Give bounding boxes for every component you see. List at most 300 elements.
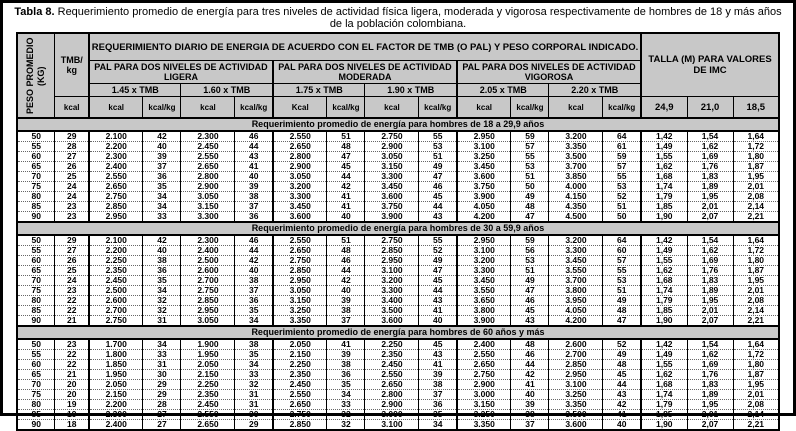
cell: 3.100 xyxy=(365,420,419,431)
cell: 2.550 xyxy=(181,410,235,420)
cell: 19 xyxy=(55,400,89,410)
cell: 3.500 xyxy=(365,306,419,316)
cell: 38 xyxy=(419,380,457,390)
cell: 2.750 xyxy=(181,286,235,296)
cell: 3.550 xyxy=(549,266,603,276)
cell: 3.350 xyxy=(549,142,603,152)
cell: 48 xyxy=(603,360,641,370)
cell: 39 xyxy=(511,400,549,410)
cell: 1,95 xyxy=(687,296,733,306)
cell: 46 xyxy=(327,256,365,266)
pal-factor-header: 1.90 x TMB xyxy=(365,84,457,97)
cell: 38 xyxy=(235,192,273,202)
cell: 2.650 xyxy=(273,246,327,256)
section-header: Requerimiento promedio de energía para hombres de 30 a 59,9 años xyxy=(17,222,779,235)
cell: 46 xyxy=(235,131,273,142)
cell: 27 xyxy=(55,152,89,162)
unit-label: Kcal xyxy=(273,97,327,119)
cell: 2.750 xyxy=(89,192,143,202)
cell: 34 xyxy=(143,192,181,202)
cell: 3.150 xyxy=(457,400,511,410)
cell: 55 xyxy=(17,142,55,152)
cell: 2.750 xyxy=(273,410,327,420)
cell: 47 xyxy=(419,172,457,182)
cell: 4.050 xyxy=(457,202,511,212)
cell: 2.750 xyxy=(273,256,327,266)
cell: 36 xyxy=(143,172,181,182)
cell: 3.500 xyxy=(549,152,603,162)
cell: 1,55 xyxy=(641,256,687,266)
cell: 2.950 xyxy=(457,235,511,246)
cell: 45 xyxy=(603,370,641,380)
section-header: Requerimiento promedio de energía para hombres de 18 a 29,9 años xyxy=(17,118,779,131)
cell: 40 xyxy=(235,172,273,182)
table-row xyxy=(17,172,779,182)
cell: 2.350 xyxy=(181,390,235,400)
cell: 1,72 xyxy=(733,350,779,360)
cell: 49 xyxy=(603,350,641,360)
cell: 3.350 xyxy=(457,420,511,431)
cell: 3.750 xyxy=(365,202,419,212)
cell: 41 xyxy=(327,202,365,212)
cell: 50 xyxy=(17,339,55,350)
cell: 29 xyxy=(55,131,89,142)
cell: 48 xyxy=(511,202,549,212)
table-row xyxy=(17,410,779,420)
cell: 41 xyxy=(419,360,457,370)
cell: 2.350 xyxy=(89,266,143,276)
cell: 2,14 xyxy=(733,202,779,212)
cell: 43 xyxy=(235,152,273,162)
cell: 1,85 xyxy=(641,306,687,316)
cell: 1,49 xyxy=(641,246,687,256)
cell: 26 xyxy=(55,256,89,266)
cell: 36 xyxy=(419,400,457,410)
cell: 3.550 xyxy=(457,286,511,296)
cell: 3.650 xyxy=(457,296,511,306)
cell: 55 xyxy=(419,131,457,142)
cell: 65 xyxy=(17,370,55,380)
energy-requirements-table xyxy=(16,32,780,431)
section-header: Requerimiento promedio de energía para hombres de 60 años y más xyxy=(17,326,779,339)
cell: 1,89 xyxy=(687,182,733,192)
cell: 1,68 xyxy=(641,276,687,286)
cell: 43 xyxy=(419,350,457,360)
cell: 49 xyxy=(419,256,457,266)
cell: 2.200 xyxy=(89,400,143,410)
cell: 35 xyxy=(419,410,457,420)
cell: 1,68 xyxy=(641,172,687,182)
cell: 24 xyxy=(55,192,89,202)
cell: 3.150 xyxy=(365,162,419,172)
cell: 51 xyxy=(511,172,549,182)
cell: 3.900 xyxy=(457,316,511,327)
table-row xyxy=(17,192,779,202)
cell: 3.300 xyxy=(365,172,419,182)
cell: 3.300 xyxy=(273,192,327,202)
cell: 2.750 xyxy=(457,370,511,380)
table-row xyxy=(17,306,779,316)
cell: 2.500 xyxy=(181,256,235,266)
cell: 34 xyxy=(235,316,273,327)
cell: 1,80 xyxy=(733,152,779,162)
cell: 85 xyxy=(17,410,55,420)
cell: 1,62 xyxy=(641,162,687,172)
cell: 25 xyxy=(55,266,89,276)
cell: 2,01 xyxy=(687,410,733,420)
cell: 1,87 xyxy=(733,266,779,276)
cell: 1,95 xyxy=(687,400,733,410)
cell: 1,42 xyxy=(641,235,687,246)
cell: 2,21 xyxy=(733,316,779,327)
cell: 31 xyxy=(143,360,181,370)
cell: 3.450 xyxy=(273,202,327,212)
cell: 35 xyxy=(327,380,365,390)
cell: 4.350 xyxy=(549,202,603,212)
cell: 1,69 xyxy=(687,256,733,266)
cell: 1,95 xyxy=(733,276,779,286)
cell: 44 xyxy=(327,172,365,182)
cell: 1,64 xyxy=(733,339,779,350)
cell: 2.700 xyxy=(89,306,143,316)
cell: 3.050 xyxy=(365,152,419,162)
cell: 1,80 xyxy=(733,360,779,370)
cell: 45 xyxy=(419,192,457,202)
cell: 1,72 xyxy=(733,246,779,256)
cell: 23 xyxy=(55,339,89,350)
table-row xyxy=(17,202,779,212)
activity-group-header: PAL PARA DOS NIVELES DE ACTIVIDAD VIGOROSA xyxy=(457,61,641,84)
cell: 57 xyxy=(511,142,549,152)
cell: 55 xyxy=(17,246,55,256)
cell: 51 xyxy=(603,202,641,212)
cell: 2,14 xyxy=(733,306,779,316)
cell: 2.400 xyxy=(181,246,235,256)
cell: 2.700 xyxy=(549,350,603,360)
table-row xyxy=(17,420,779,431)
cell: 3.850 xyxy=(549,172,603,182)
pal-factor-header: 2.20 x TMB xyxy=(549,84,641,97)
cell: 52 xyxy=(419,246,457,256)
cell: 20 xyxy=(55,390,89,400)
cell: 61 xyxy=(603,142,641,152)
unit-label: kcal/kg xyxy=(511,97,549,119)
table-row xyxy=(17,380,779,390)
cell: 3.500 xyxy=(549,410,603,420)
cell: 80 xyxy=(17,296,55,306)
cell: 2.400 xyxy=(89,420,143,431)
cell: 1,42 xyxy=(641,131,687,142)
cell: 2.950 xyxy=(89,212,143,223)
cell: 36 xyxy=(235,212,273,223)
cell: 75 xyxy=(17,286,55,296)
cell: 44 xyxy=(235,142,273,152)
unit-label: kcal xyxy=(89,97,143,119)
cell: 2.250 xyxy=(365,339,419,350)
cell: 2.050 xyxy=(181,360,235,370)
cell: 2,07 xyxy=(687,316,733,327)
cell: 1.800 xyxy=(89,350,143,360)
cell: 3.950 xyxy=(549,296,603,306)
cell: 22 xyxy=(55,360,89,370)
table-row xyxy=(17,360,779,370)
cell: 3.600 xyxy=(365,316,419,327)
cell: 28 xyxy=(55,142,89,152)
cell: 3.300 xyxy=(549,246,603,256)
cell: 2,07 xyxy=(687,420,733,431)
cell: 2,08 xyxy=(733,296,779,306)
cell: 2,01 xyxy=(733,390,779,400)
cell: 3.100 xyxy=(365,266,419,276)
cell: 1,85 xyxy=(641,410,687,420)
cell: 2.950 xyxy=(457,131,511,142)
cell: 32 xyxy=(143,296,181,306)
cell: 35 xyxy=(143,276,181,286)
cell: 36 xyxy=(143,266,181,276)
cell: 1,90 xyxy=(641,212,687,223)
table-row xyxy=(17,182,779,192)
cell: 1,87 xyxy=(733,162,779,172)
cell: 2.550 xyxy=(365,370,419,380)
table-row xyxy=(17,400,779,410)
cell: 37 xyxy=(235,202,273,212)
cell: 3.100 xyxy=(457,246,511,256)
cell: 1,62 xyxy=(687,142,733,152)
cell: 32 xyxy=(327,420,365,431)
cell: 1,69 xyxy=(687,152,733,162)
cell: 65 xyxy=(17,266,55,276)
tmb-kg-header: TMB/ kg xyxy=(55,33,89,97)
cell: 38 xyxy=(235,339,273,350)
cell: 40 xyxy=(235,266,273,276)
cell: 44 xyxy=(327,266,365,276)
cell: 1,83 xyxy=(687,276,733,286)
cell: 1,90 xyxy=(641,420,687,431)
cell: 1,62 xyxy=(687,350,733,360)
cell: 3.600 xyxy=(273,212,327,223)
cell: 1,87 xyxy=(733,370,779,380)
cell: 2.900 xyxy=(365,400,419,410)
cell: 3.800 xyxy=(457,306,511,316)
cell: 2.150 xyxy=(273,350,327,360)
cell: 39 xyxy=(327,350,365,360)
cell: 1,54 xyxy=(687,235,733,246)
cell: 40 xyxy=(143,246,181,256)
cell: 1.700 xyxy=(89,339,143,350)
cell: 48 xyxy=(603,306,641,316)
cell: 1,64 xyxy=(733,235,779,246)
imc-value: 21,0 xyxy=(687,97,733,119)
cell: 1,74 xyxy=(641,286,687,296)
table-row xyxy=(17,296,779,306)
cell: 3.150 xyxy=(181,202,235,212)
cell: 2,01 xyxy=(733,182,779,192)
cell: 1,89 xyxy=(687,390,733,400)
cell: 1.950 xyxy=(89,370,143,380)
cell: 1,69 xyxy=(687,360,733,370)
cell: 3.050 xyxy=(181,192,235,202)
cell: 3.050 xyxy=(181,316,235,327)
cell: 2,01 xyxy=(687,202,733,212)
cell: 2.150 xyxy=(89,390,143,400)
cell: 40 xyxy=(603,420,641,431)
cell: 3.200 xyxy=(549,131,603,142)
cell: 2,01 xyxy=(687,306,733,316)
cell: 2.850 xyxy=(89,202,143,212)
table-row xyxy=(17,212,779,223)
cell: 3.050 xyxy=(273,286,327,296)
cell: 21 xyxy=(55,316,89,327)
cell: 2.400 xyxy=(89,162,143,172)
unit-label: kcal xyxy=(457,97,511,119)
cell: 49 xyxy=(419,162,457,172)
cell: 2.250 xyxy=(181,380,235,390)
cell: 56 xyxy=(511,246,549,256)
cell: 2.750 xyxy=(365,131,419,142)
cell: 55 xyxy=(603,172,641,182)
cell: 2.800 xyxy=(273,152,327,162)
cell: 48 xyxy=(511,339,549,350)
table-row xyxy=(17,131,779,142)
table-caption: Requerimiento promedio de energía para tres niveles de actividad física ligera, moderada y vigorosa respectivamente de hombres de 18 y más años de la población colombiana. xyxy=(57,6,782,30)
unit-label: kcal/kg xyxy=(603,97,641,119)
cell: 2,14 xyxy=(733,410,779,420)
cell: 35 xyxy=(143,182,181,192)
cell: 3.600 xyxy=(549,420,603,431)
cell: 45 xyxy=(419,276,457,286)
table-row xyxy=(17,235,779,246)
cell: 2.200 xyxy=(89,142,143,152)
cell: 2.950 xyxy=(549,370,603,380)
cell: 70 xyxy=(17,380,55,390)
table-row xyxy=(17,370,779,380)
cell: 22 xyxy=(55,350,89,360)
cell: 3.450 xyxy=(365,182,419,192)
cell: 39 xyxy=(235,182,273,192)
cell: 47 xyxy=(419,266,457,276)
cell: 39 xyxy=(327,296,365,306)
cell: 3.200 xyxy=(273,182,327,192)
cell: 40 xyxy=(143,142,181,152)
cell: 41 xyxy=(603,410,641,420)
cell: 2.750 xyxy=(365,235,419,246)
cell: 2.600 xyxy=(181,266,235,276)
cell: 30 xyxy=(143,370,181,380)
cell: 31 xyxy=(235,400,273,410)
cell: 1,76 xyxy=(687,266,733,276)
cell: 4.150 xyxy=(549,192,603,202)
cell: 3.200 xyxy=(549,235,603,246)
cell: 40 xyxy=(327,212,365,223)
cell: 43 xyxy=(511,316,549,327)
cell: 46 xyxy=(419,182,457,192)
cell: 2,21 xyxy=(733,420,779,431)
cell: 3.700 xyxy=(549,162,603,172)
cell: 43 xyxy=(419,212,457,223)
cell: 52 xyxy=(603,192,641,202)
cell: 29 xyxy=(235,420,273,431)
table-row xyxy=(17,266,779,276)
cell: 1,72 xyxy=(733,142,779,152)
cell: 2.300 xyxy=(181,131,235,142)
cell: 1,79 xyxy=(641,400,687,410)
peso-promedio-label: PESO PROMEDIO (KG) xyxy=(25,37,47,114)
cell: 42 xyxy=(603,400,641,410)
pal-factor-header: 2.05 x TMB xyxy=(457,84,549,97)
cell: 34 xyxy=(327,390,365,400)
pal-factor-header: 1.45 x TMB xyxy=(89,84,181,97)
cell: 37 xyxy=(143,162,181,172)
units-row xyxy=(17,97,779,119)
cell: 2.550 xyxy=(273,390,327,400)
cell: 45 xyxy=(419,339,457,350)
cell: 44 xyxy=(419,286,457,296)
cell: 41 xyxy=(327,339,365,350)
cell: 3.800 xyxy=(549,286,603,296)
cell: 2.900 xyxy=(181,182,235,192)
cell: 2.700 xyxy=(181,276,235,286)
cell: 2.850 xyxy=(273,266,327,276)
tmb-unit-cell: kcal xyxy=(55,97,89,119)
cell: 59 xyxy=(603,152,641,162)
cell: 1.950 xyxy=(181,350,235,360)
cell: 64 xyxy=(603,235,641,246)
cell: 2,01 xyxy=(733,286,779,296)
cell: 2.550 xyxy=(273,235,327,246)
cell: 19 xyxy=(55,410,89,420)
cell: 1,64 xyxy=(733,131,779,142)
cell: 57 xyxy=(603,256,641,266)
cell: 3.900 xyxy=(457,192,511,202)
table-row xyxy=(17,350,779,360)
cell: 2.850 xyxy=(181,296,235,306)
cell: 2.350 xyxy=(365,350,419,360)
unit-label: kcal xyxy=(181,97,235,119)
cell: 27 xyxy=(55,246,89,256)
cell: 50 xyxy=(17,235,55,246)
cell: 43 xyxy=(419,296,457,306)
cell: 2.450 xyxy=(365,360,419,370)
cell: 34 xyxy=(143,286,181,296)
cell: 3.900 xyxy=(365,212,419,223)
cell: 2.650 xyxy=(181,162,235,172)
cell: 50 xyxy=(511,182,549,192)
cell: 90 xyxy=(17,212,55,223)
cell: 21 xyxy=(55,370,89,380)
cell: 33 xyxy=(143,212,181,223)
cell: 2.150 xyxy=(181,370,235,380)
cell: 55 xyxy=(603,266,641,276)
cell: 3.300 xyxy=(457,266,511,276)
cell: 2.950 xyxy=(273,276,327,286)
cell: 80 xyxy=(17,400,55,410)
cell: 53 xyxy=(603,182,641,192)
cell: 27 xyxy=(143,420,181,431)
cell: 23 xyxy=(55,286,89,296)
table-row xyxy=(17,246,779,256)
cell: 26 xyxy=(55,162,89,172)
cell: 33 xyxy=(235,370,273,380)
peso-promedio-header xyxy=(17,33,55,118)
cell: 41 xyxy=(419,306,457,316)
cell: 34 xyxy=(143,339,181,350)
cell: 47 xyxy=(603,316,641,327)
cell: 28 xyxy=(143,400,181,410)
cell: 32 xyxy=(143,306,181,316)
cell: 2.500 xyxy=(89,286,143,296)
table-row xyxy=(17,256,779,266)
cell: 1,42 xyxy=(641,339,687,350)
